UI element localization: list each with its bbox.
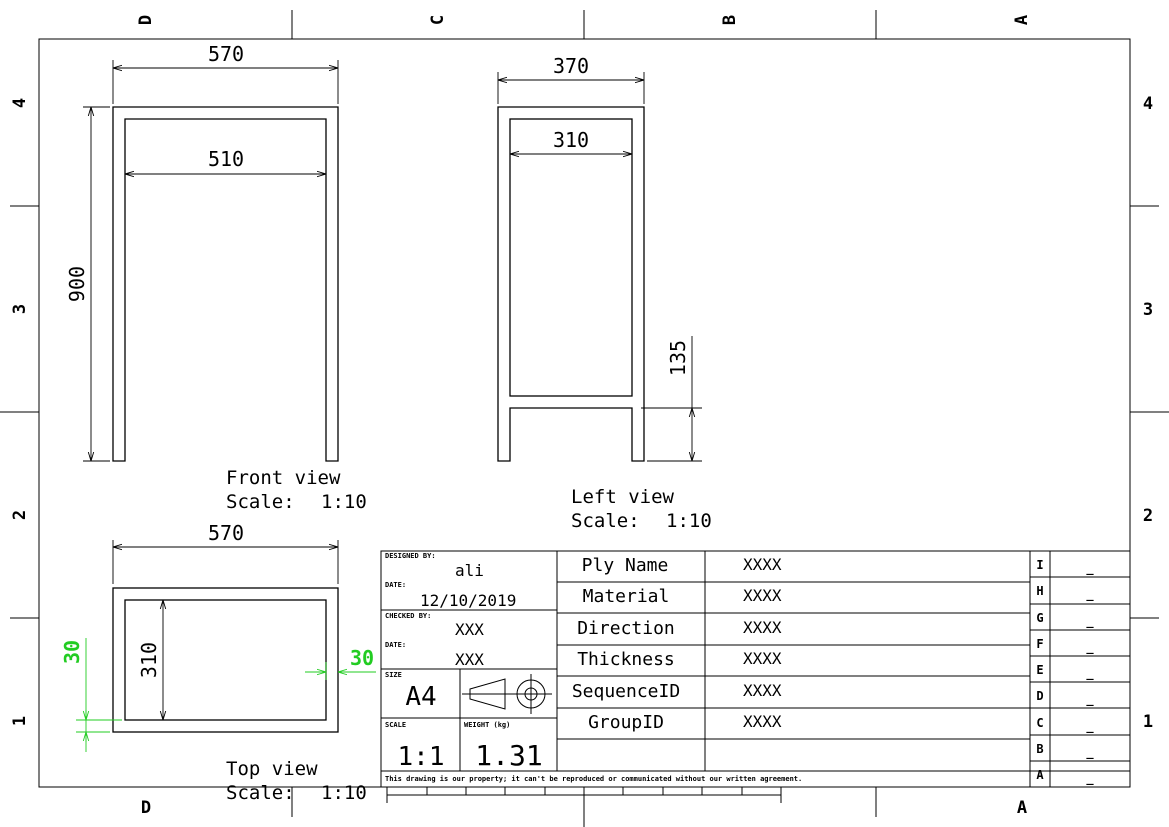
- zone-top-c: C: [428, 14, 448, 26]
- revision-value: _: [1086, 587, 1094, 601]
- date1-value: 12/10/2019: [420, 591, 517, 610]
- zone-top-b: B: [720, 14, 740, 26]
- zone-top-a: A: [1012, 14, 1032, 26]
- field-label: Ply Name: [581, 555, 669, 576]
- revision-letter: H: [1036, 584, 1044, 598]
- front-inner-label: 510: [207, 147, 245, 171]
- front-height-label: 900: [65, 265, 89, 303]
- top-view-scale-label: Scale:: [226, 782, 295, 804]
- zone-left-2: 2: [10, 509, 30, 521]
- designed-by-label: DESIGNED BY:: [385, 552, 436, 560]
- zone-top-d: D: [136, 14, 156, 26]
- left-inner-label: 310: [552, 128, 590, 152]
- checked-by-label: CHECKED BY:: [385, 612, 432, 620]
- revision-value: _: [1086, 745, 1094, 759]
- field-value: XXXX: [743, 618, 782, 637]
- top-green-right-label: 30: [349, 646, 375, 670]
- designed-by-value: ali: [455, 561, 484, 580]
- field-value: XXXX: [743, 712, 782, 731]
- front-view-scale-value: 1:10: [321, 491, 367, 513]
- zone-bottom-a: A: [1016, 798, 1028, 818]
- scale-label: SCALE: [385, 721, 407, 729]
- top-view-title: Top view: [226, 758, 318, 780]
- date1-label: DATE:: [385, 581, 407, 589]
- left-side-label: 135: [666, 339, 690, 377]
- left-view-panel: [510, 119, 632, 396]
- revision-value: _: [1086, 614, 1094, 628]
- field-label: SequenceID: [571, 681, 681, 702]
- field-label: GroupID: [588, 712, 664, 733]
- top-view-scale-value: 1:10: [321, 782, 367, 804]
- checked-by-value: XXX: [455, 620, 484, 639]
- field-label: Thickness: [577, 649, 675, 670]
- left-view-scale-label: Scale:: [571, 510, 640, 532]
- revision-letter: G: [1036, 611, 1044, 625]
- projection-symbol-icon: [462, 674, 552, 714]
- zone-left-4: 4: [10, 97, 30, 109]
- zone-right-3: 3: [1142, 300, 1154, 320]
- left-view-scale-value: 1:10: [666, 510, 712, 532]
- field-value: XXXX: [743, 681, 782, 700]
- date2-label: DATE:: [385, 641, 407, 649]
- field-value: XXXX: [743, 555, 782, 574]
- revision-letter: C: [1036, 716, 1044, 730]
- revision-letter: D: [1036, 689, 1044, 703]
- left-view: [498, 72, 702, 461]
- field-label: Material: [582, 586, 670, 607]
- field-value: XXXX: [743, 649, 782, 668]
- revision-letter: I: [1036, 558, 1044, 572]
- zone-left-3: 3: [10, 303, 30, 315]
- zone-bottom-d: D: [140, 798, 152, 818]
- revision-letter: F: [1036, 637, 1044, 651]
- revision-value: _: [1086, 640, 1094, 654]
- front-view: [83, 60, 338, 461]
- front-width-label: 570: [207, 42, 245, 66]
- revision-value: _: [1086, 771, 1094, 785]
- field-value: XXXX: [743, 586, 782, 605]
- field-label: Direction: [577, 618, 675, 639]
- front-view-scale-label: Scale:: [226, 491, 295, 513]
- zone-right-4: 4: [1142, 94, 1154, 114]
- weight-label: WEIGHT (kg): [464, 721, 511, 729]
- revision-letter: A: [1036, 768, 1044, 782]
- zone-right-2: 2: [1142, 506, 1154, 526]
- size-label: SIZE: [385, 671, 402, 679]
- revision-value: _: [1086, 666, 1094, 680]
- revision-letter: E: [1036, 663, 1044, 677]
- top-green-left-label: 30: [60, 639, 84, 665]
- zone-right-1: 1: [1142, 712, 1154, 732]
- scale-value: 1:1: [397, 742, 445, 772]
- revision-value: _: [1086, 719, 1094, 733]
- revision-value: _: [1086, 561, 1094, 575]
- top-view: [76, 540, 376, 752]
- front-view-title: Front view: [226, 467, 341, 489]
- weight-value: 1.31: [475, 739, 543, 772]
- revision-value: _: [1086, 692, 1094, 706]
- top-width-label: 570: [207, 521, 245, 545]
- top-inner-label: 310: [137, 641, 161, 679]
- left-width-label: 370: [552, 54, 590, 78]
- size-value: A4: [405, 682, 437, 712]
- date2-value: XXX: [455, 650, 484, 669]
- disclaimer-text: This drawing is our property; it can't be reproduced or communicated without our written agreement.: [385, 775, 803, 783]
- left-view-title: Left view: [571, 486, 674, 508]
- left-view-outline: [498, 107, 644, 461]
- zone-left-1: 1: [10, 715, 30, 727]
- revision-letter: B: [1036, 742, 1044, 756]
